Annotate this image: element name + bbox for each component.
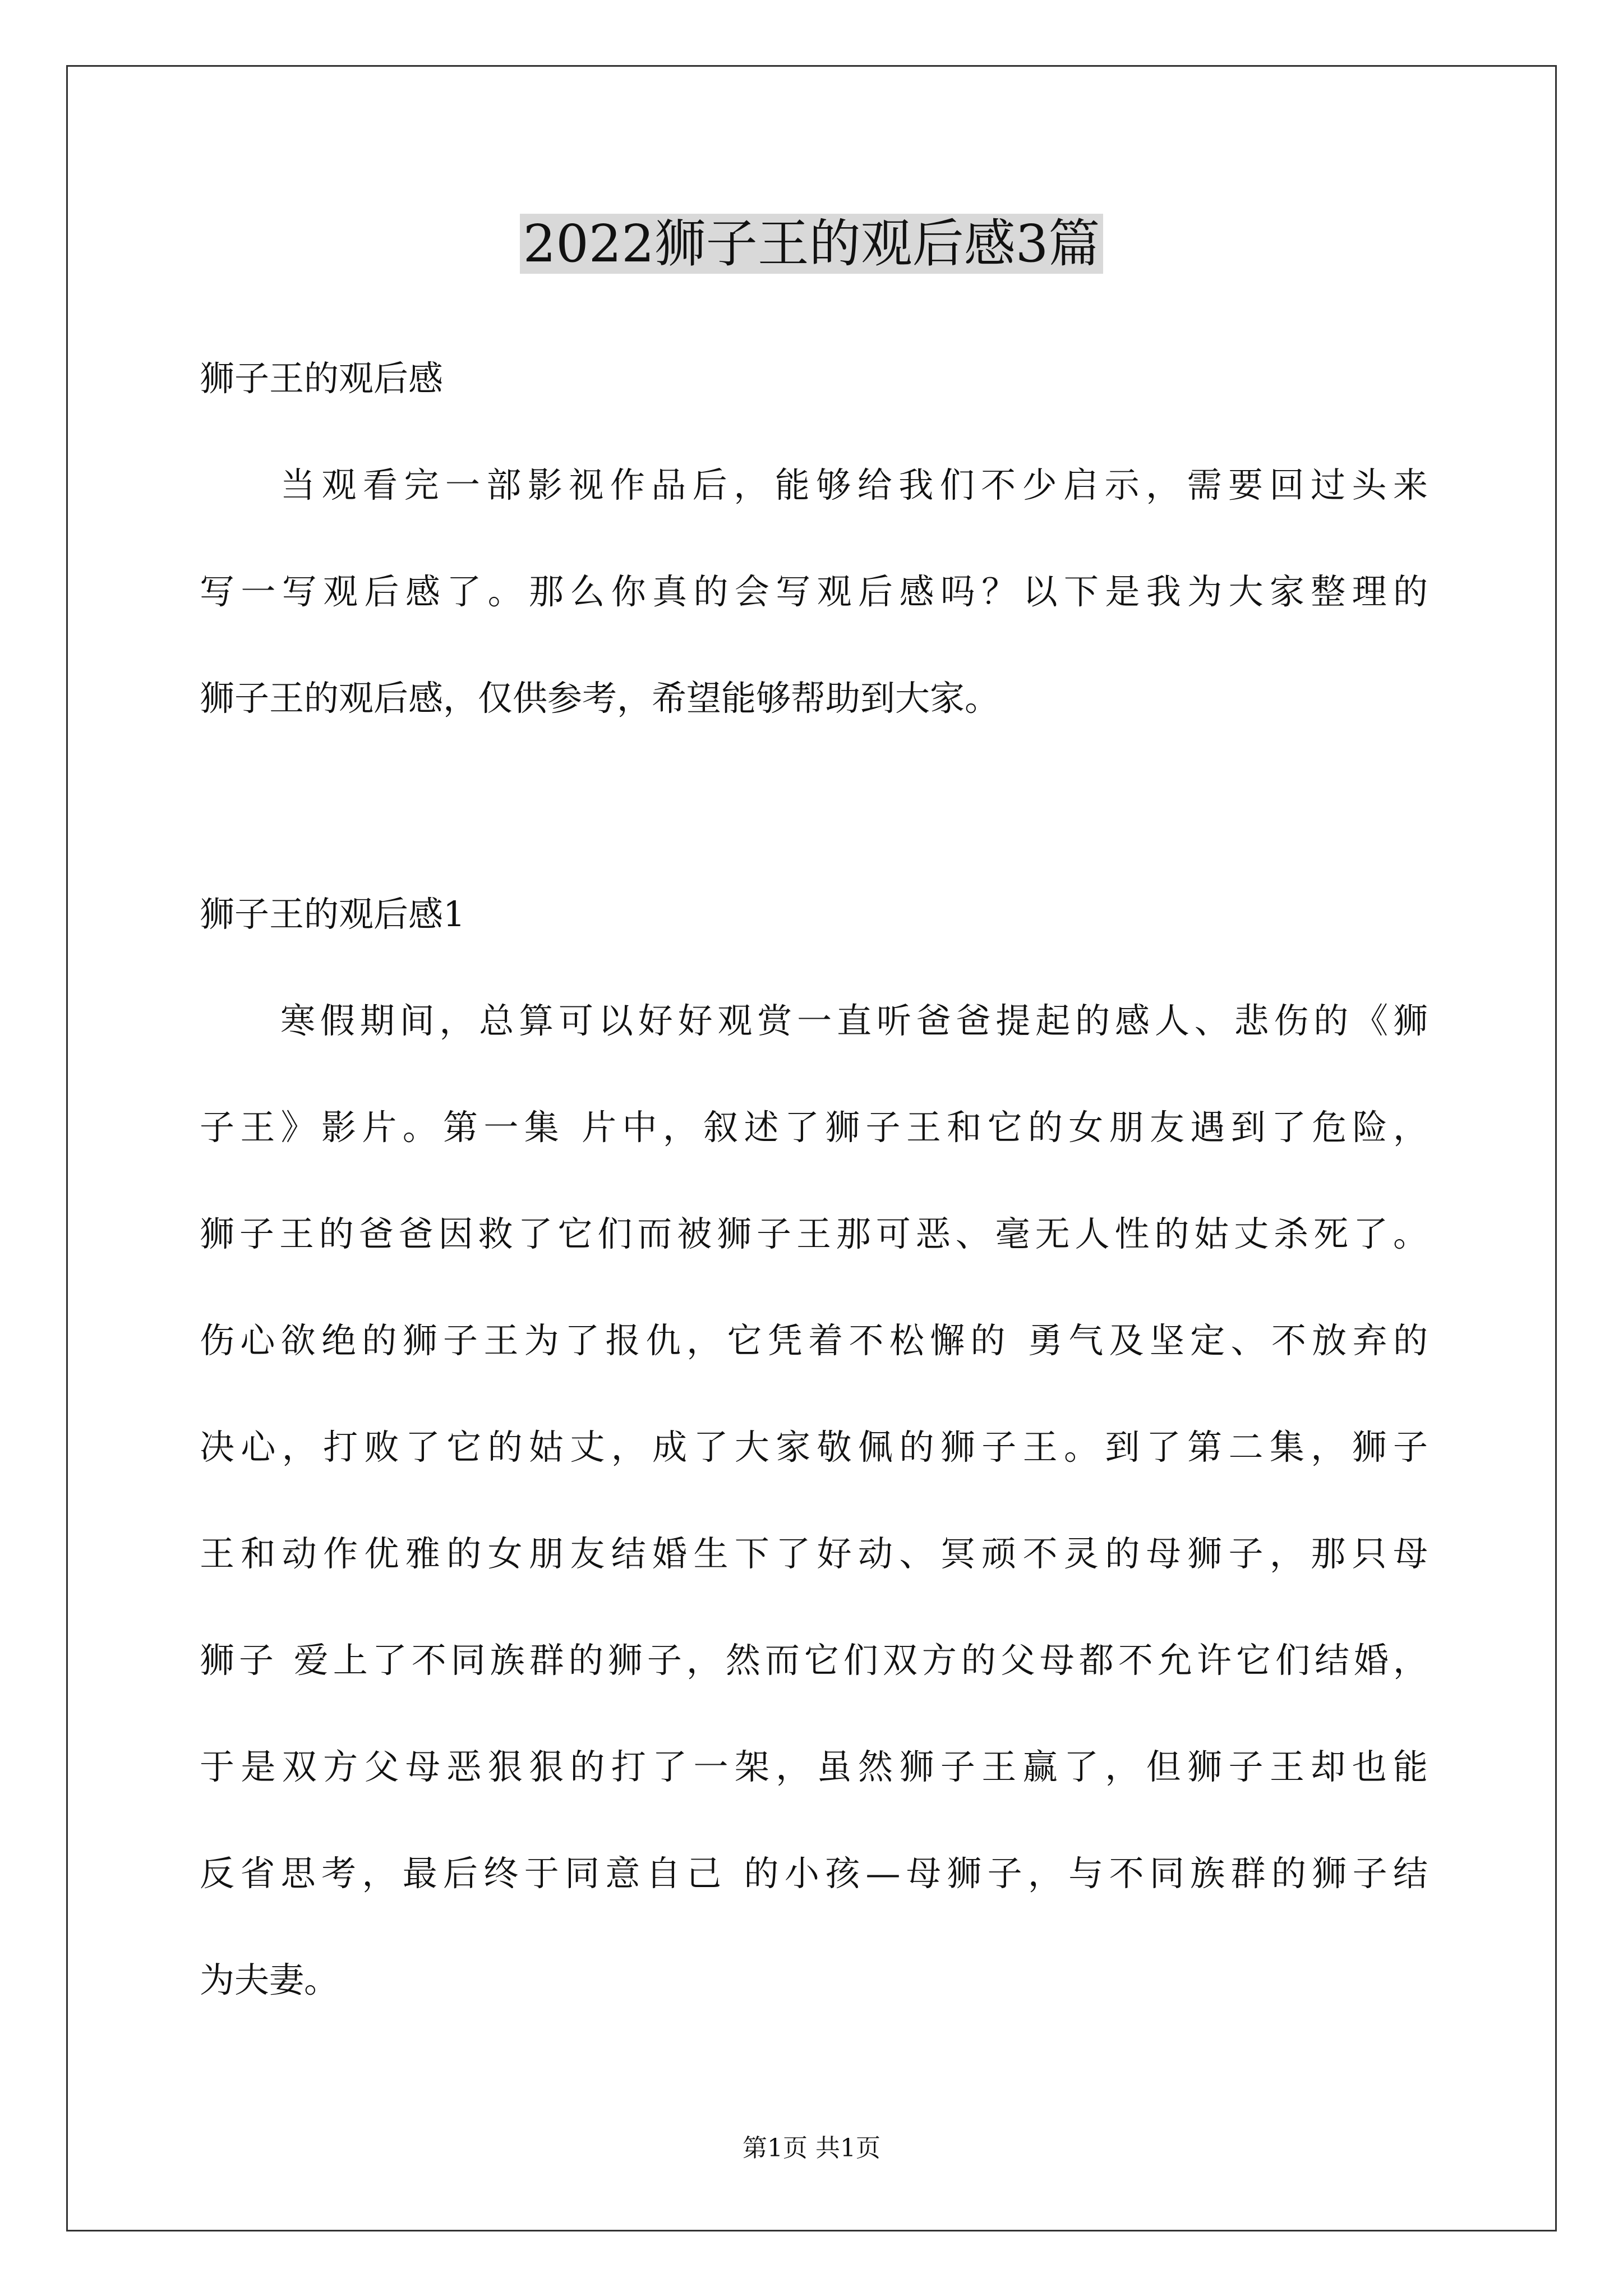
intro-line: 当观看完一部影视作品后，能够给我们不少启示，需要回过头来	[280, 464, 1428, 505]
page-footer: 第1页 共1页	[743, 2134, 880, 2162]
section1-line: 狮子王的爸爸因救了它们而被狮子王那可恶、毫无人性的姑丈杀死了。	[200, 1213, 1428, 1254]
intro-heading: 狮子王的观后感	[200, 358, 444, 399]
intro-line: 写一写观后感了。那么你真的会写观后感吗？以下是我为大家整理的	[200, 571, 1428, 612]
section1-heading: 狮子王的观后感1	[200, 894, 465, 935]
section1-line: 于是双方父母恶狠狠的打了一架，虽然狮子王赢了，但狮子王却也能	[200, 1746, 1428, 1787]
section1-line: 反省思考，最后终于同意自己 的小孩—母狮子，与不同族群的狮子结	[200, 1853, 1428, 1894]
section1-line: 子王》影片。第一集 片中，叙述了狮子王和它的女朋友遇到了危险，	[200, 1107, 1428, 1148]
section1-line: 狮子 爱上了不同族群的狮子，然而它们双方的父母都不允许它们结婚，	[200, 1640, 1428, 1681]
section1-line: 为夫妻。	[200, 1959, 339, 2000]
document-title	[0, 205, 1623, 283]
intro-line: 狮子王的观后感，仅供参考，希望能够帮助到大家。	[200, 678, 1000, 719]
section1-line: 寒假期间，总算可以好好观赏一直听爸爸提起的感人、悲伤的《狮	[280, 1000, 1428, 1041]
section1-line: 王和动作优雅的女朋友结婚生下了好动、冥顽不灵的母狮子，那只母	[200, 1533, 1428, 1574]
document-title-text: 2022狮子王的观后感3篇	[520, 214, 1104, 274]
section1-line: 伤心欲绝的狮子王为了报仇，它凭着不松懈的 勇气及坚定、不放弃的	[200, 1320, 1428, 1361]
section1-line: 决心，打败了它的姑丈，成了大家敬佩的狮子王。到了第二集，狮子	[200, 1427, 1428, 1467]
